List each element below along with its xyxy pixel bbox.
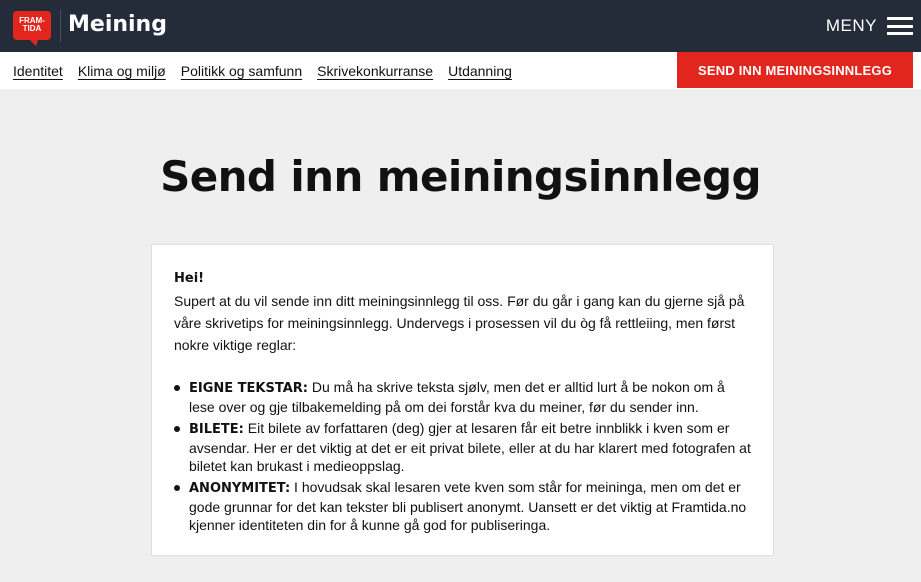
rule-text: I hovudsak skal lesaren vete kven som står for meininga, men om det er gode grunnar for det kan tekster bli publisert anonymt. Uansett er det viktig at Framtida.no kjenner identiteten din for å kunne gå god for publiseringa.	[189, 479, 747, 533]
rule-title: ANONYMITET:	[189, 481, 291, 496]
info-card	[151, 244, 774, 556]
header-divider	[60, 10, 61, 42]
page-title: Send inn meiningsinnlegg	[160, 152, 761, 201]
nav-link-identitet[interactable]: Identitet	[13, 62, 63, 79]
category-links	[13, 52, 512, 89]
nav-link-politikk-og-samfunn[interactable]: Politikk og samfunn	[180, 62, 303, 79]
menu-label: MENY	[825, 16, 877, 35]
logo-text-line1: FRAM-	[19, 16, 45, 25]
top-bar	[0, 0, 921, 52]
logo-text-line2: TIDA	[22, 24, 42, 33]
hamburger-icon	[887, 17, 913, 35]
logo-speech-tail	[30, 40, 38, 46]
rule-text: Du må ha skrive teksta sjølv, men det er alltid lurt å be nokon om å lese over og gje tilbakemelding på om dei forstår kva du meiner, før du sender inn.	[189, 379, 725, 415]
rule-title: BILETE:	[189, 422, 244, 437]
rule-item	[174, 478, 754, 534]
rules-list	[174, 378, 751, 534]
rule-text: Eit bilete av forfattaren (deg) gjer at lesaren får eit betre innblikk i kven som er avsendar. Her er det viktig at det er eit privat bilete, eller at du har klarert med fotografen at biletet kan brukast i medieoppslag.	[189, 420, 751, 474]
nav-link-utdanning[interactable]: Utdanning	[448, 62, 512, 79]
menu-button[interactable]	[826, 12, 913, 40]
rule-title: EIGNE TEKSTAR:	[189, 381, 308, 396]
rule-item	[174, 419, 754, 475]
section-title[interactable]: Meining	[68, 12, 167, 37]
rule-item	[174, 378, 754, 416]
send-opinion-button[interactable]: SEND INN MEININGSINNLEGG	[677, 52, 913, 88]
intro-text: Supert at du vil sende inn ditt meiningsinnlegg til oss. Før du går i gang kan du gjerne sjå på våre skrivetips for meiningsinnlegg. Undervegs i prosessen vil du òg få rettleiing, men først nokre viktige reglar:	[174, 293, 745, 353]
nav-link-skrivekonkurranse[interactable]: Skrivekonkurranse	[317, 62, 434, 79]
framtida-logo[interactable]	[13, 11, 51, 40]
nav-link-klima-og-miljo[interactable]: Klima og miljø	[77, 62, 166, 79]
greeting: Hei!	[174, 271, 205, 286]
